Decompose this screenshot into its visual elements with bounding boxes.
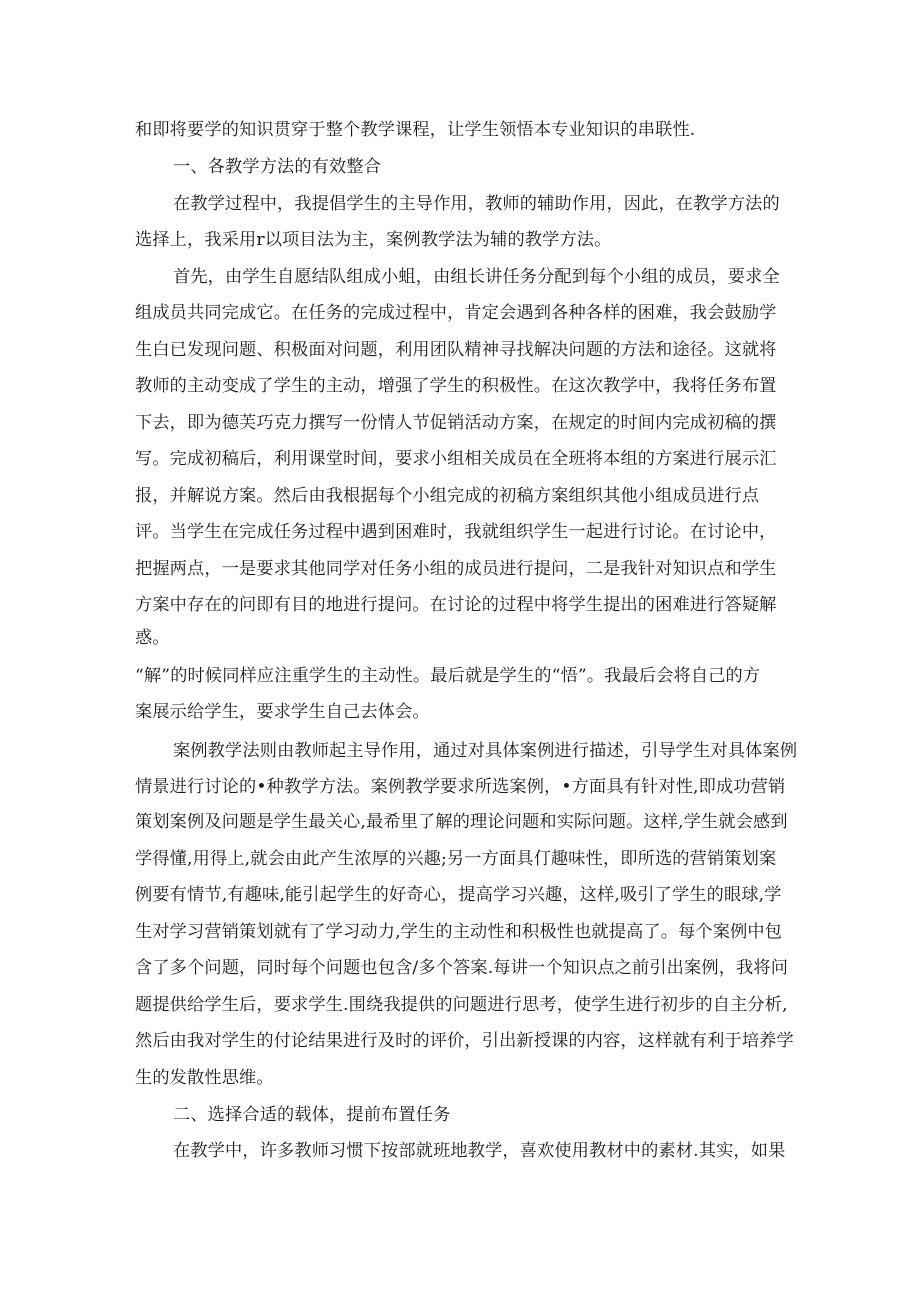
paragraph-line: 组成员共同完成它。在任务的完成过程中，肯定会遇到各种各样的困难，我会鼓励学 [135, 303, 777, 323]
paragraph-line: 和即将要学的知识贯穿于整个教学课程，让学生领悟本专业知识的串联性. [135, 120, 696, 140]
paragraph-line: “解”的时候同样应注重学生的主动性。最后就是学生的“悟”。我最后会将自己的方 [135, 666, 761, 686]
paragraph-line: 题提供给学生后，要求学生.围绕我提供的问题进行思考，使学生进行初步的自主分析, [135, 995, 788, 1015]
paragraph-line: 惑。 [135, 628, 170, 648]
paragraph-line: 评。当学生在完成任务过程中遇到困难时，我就组织学生一起进行讨论。在讨论中， [135, 522, 777, 542]
section-heading: 二、选择合适的载体，提前布置任务 [173, 1105, 451, 1125]
paragraph-line: 策划案例及问题是学生最关心,最希里了解的理论问题和实际问题。这样,学生就会感到 [135, 812, 788, 832]
paragraph-line: 生白已发现问题、积极面对问题，利用团队精神寻找解决问题的方法和途径。这就将 [135, 340, 777, 360]
paragraph-line: 然后由我对学生的付论结果进行及时的评价，引出新授课的内容，这样就有利于培养学 [135, 1031, 794, 1051]
paragraph-line: 方案中存在的问即有目的地进行提问。在讨论的过程中将学生提出的困难进行答疑解 [135, 595, 777, 615]
section-heading: 一、各教学方法的有效整合 [173, 157, 382, 177]
paragraph-line: 含了多个问题，同时每个问题也包含/多个答案.每讲一个知识点之前引出案例，我将问 [135, 958, 789, 978]
paragraph-line: 把握两点，一是要求其他同学对任务小组的成员进行提问，二是我针对知识点和学生 [135, 559, 777, 579]
paragraph-line: 下去，即为德芙巧克力撰写一份情人节促销活动方案，在规定的时间内完成初稿的撰 [135, 413, 777, 433]
paragraph-line: 案展示给学生，要求学生自己去体会。 [135, 702, 430, 722]
paragraph-line: 选择上，我采用r以项目法为主，案例教学法为辅的教学方法。 [135, 230, 612, 250]
paragraph-line: 在教学过程中，我提倡学生的主导作用，教师的辅助作用，因此，在教学方法的 [173, 194, 780, 214]
paragraph-line: 生对学习营销策划就有了学习动力,学生的主动性和积极性也就提高了。每个案例中包 [135, 922, 783, 942]
paragraph-line: 例要有情节,有趣味,能引起学生的好奇心，提高学习兴趣，这样,吸引了学生的眼球,学 [135, 885, 782, 905]
paragraph-line: 首先，由学生自愿结队组成小蛆，由组长讲任务分配到每个小组的成员，要求全 [173, 267, 780, 287]
paragraph-line: 生的发散性思维。 [135, 1068, 274, 1088]
paragraph-line: 学得懂,用得上,就会由此产生浓厚的兴趣;另一方面具仃趣味性，即所选的营销策划案 [135, 849, 777, 869]
paragraph-line: 在教学中，许多教师习惯下按部就班地教学，喜欢使用教材中的素材.其实，如果 [173, 1141, 786, 1161]
paragraph-line: 教师的主动变成了学生的主动，增强了学生的积极性。在这次教学中，我将任务布置 [135, 376, 777, 396]
paragraph-line: 情景进行讨论的•种教学方法。案例教学要求所选案例，•方面具有针对性,即成功营销 [135, 777, 786, 797]
paragraph-line: 写。完成初稿后，利用课堂时间，要求小组相关成员在全班将本组的方案进行展示汇 [135, 449, 777, 469]
paragraph-line: 报，并解说方案。然后由我根据每个小组完成的初稿方案组织其他小组成员进行点 [135, 486, 760, 506]
paragraph-line: 案例教学法则由教师起主导作用，通过对具体案例进行描述，引导学生对具体案例 [173, 741, 798, 761]
